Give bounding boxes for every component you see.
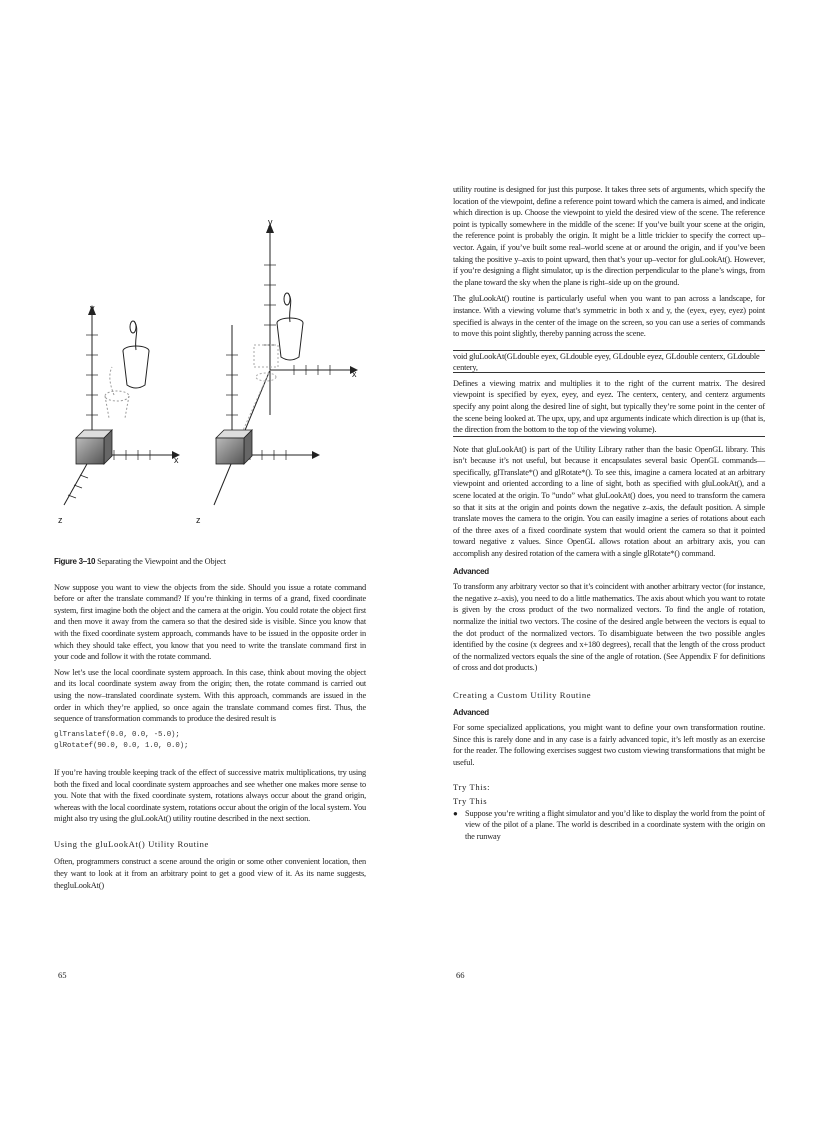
right-axis-label-z: z	[196, 515, 201, 525]
left-paragraph-3: If you’re having trouble keeping track of the effect of successive matrix multiplications, try using both the fixed and local coordinate system approaches and see whether one makes more sense to you. Note that with the fixed coordinate system, rotations always occur about the grand origin, whereas with the local coordinate system, rotations occur about the origin of the local system. You might also try using the gluLookAt() utility routine described in the next section.	[54, 767, 366, 824]
left-paragraph-1: Now suppose you want to view the objects from the side. Should you issue a rotate command before or after the translate command? If you’re thinking in terms of a grand, fixed coordinate system, first imagine both the object and the camera at the origin. You could rotate the object first and then move it away from the camera so that the desired side is visible. Since you know that with the fixed coordinate system approach, commands have to be issued in the opposite order in which they should take effect, you know that you need to write the translate command first in your code and follow it with the rotate command.	[54, 582, 366, 662]
figure-caption	[54, 556, 366, 568]
advanced-label-2: Advanced	[453, 707, 489, 717]
section-heading-custom-utility: Creating a Custom Utility Routine	[453, 689, 592, 700]
right-axis-label-x: x	[352, 369, 357, 379]
bullet-item-1	[453, 808, 765, 843]
function-description: Defines a viewing matrix and multiplies it to the right of the current matrix. The desired viewpoint is specified by eyex, eyey, and eyez. The centerx, centery, and centerz arguments specify any point along the desired line of sight, but typically they’re some point in the center of the scene being looked at. The upx, upy, and upz arguments indicate which direction is up (that is, the direction from the bottom to the top of the viewing volume).	[453, 378, 765, 437]
right-axis-label-y: y	[268, 217, 273, 227]
figure-3-10-illustration	[54, 205, 374, 540]
bullet-item-text: Suppose you’re writing a flight simulator and you’d like to display the world from the point of view of the pilot of a plane. The world is described in a coordinate system with the origin on the runway	[465, 808, 765, 841]
try-this-heading-2: Try This	[453, 796, 488, 807]
left-paragraph-2: Now let’s use the local coordinate system approach. In this case, think about moving the object and its local coordinate system away from the origin; then, the rotate command is carried out using the now–translated coordinate system. With this approach, commands are issued in the order in which they’re applied, so once again the translate command comes first. Thus, the sequence of transformation commands to produce the desired result is	[54, 667, 366, 724]
right-paragraph-1: utility routine is designed for just this purpose. It takes three sets of arguments, which specify the location of the viewpoint, define a reference point toward which the camera is aimed, and indicate which direction is up. Choose the viewpoint to yield the desired view of the scene. The reference point is typically somewhere in the middle of the scene: If you’ve built your scene at the origin, the reference point is probably the origin. It might be a little trickier to specify the correct up–vector. Again, if you’ve built some real–world scene at or around the origin, and if you’ve been taking the positive y–axis to point upward, then that’s your up–vector for gluLookAt(). However, if you’re designing a flight simulator, up is the direction perpendicular to the plane’s wings, from the plane toward the sky when the plane is right–side up on the ground.	[453, 185, 765, 287]
code-line-1: glTranslatef(0.0, 0.0, -5.0);	[54, 730, 180, 739]
right-paragraph-2: The gluLookAt() routine is particularly useful when you want to pan across a landscape, for instance. With a viewing volume that’s symmetric in both x and y, the (eyex, eyey, eyez) point specified is always in the center of the image on the screen, so you can use a series of commands to move this point slightly, thereby panning across the scene.	[453, 294, 765, 339]
left-axis-label-y: y	[90, 303, 95, 313]
page-number-right: 66	[456, 970, 465, 980]
bullet-mark: ●	[453, 808, 458, 818]
try-this-heading-1: Try This:	[453, 781, 491, 792]
left-coordinate-system	[64, 315, 172, 505]
right-paragraph-5: To transform any arbitrary vector so that it’s coincident with another arbitrary vector (for instance, the negative z–axis), you need to do a little mathematics. The axis about which you want to rotate is given by the cross product of the two normalized vectors. To find the angle of rotation, normalize the initial two vectors. The cosine of the desired angle between the vectors is equal to the dot product of the normalized vectors. To disambiguate between the two possible angles identified by the cosine (x degrees and x+180 degrees), recall that the length of the cross product of the normalized vectors equals the sine of the angle of rotation. (See Appendix F for definitions of cross and dot products.)	[453, 582, 765, 673]
left-cube	[76, 430, 112, 464]
left-axis-label-x: x	[174, 455, 179, 465]
advanced-label-1: Advanced	[453, 566, 489, 576]
right-paragraph-4: Note that gluLookAt() is part of the Utility Library rather than the basic OpenGL library. This isn’t because it’s not useful, but because it encapsulates several basic OpenGL commands—specifically, glTranslate*() and glRotate*(). To see this, imagine a camera located at an arbitrary viewpoint and oriented according to a line of sight, both as specified with gluLookAt(), and a scene located at the origin. To ”undo” what gluLookAt() does, you need to transform the camera so that it sits at the origin and points down the negative z–axis, the default position. A simple translate moves the camera to the origin. You can easily imagine a series of rotations about each of the three axes of a fixed coordinate system that would orient the camera so that it pointed toward negative z values. Since OpenGL allows rotation about an arbitrary axis, you can accomplish any desired rotation of the camera with a single glRotate*() command.	[453, 444, 765, 559]
left-paragraph-4: Often, programmers construct a scene around the origin or some other convenient location, then they want to look at it from an arbitrary point to get a good view of it. As its name suggests, thegluLookAt()	[54, 857, 366, 890]
section-heading-gluLookAt: Using the gluLookAt() Utility Routine	[54, 838, 209, 849]
right-cube	[216, 430, 252, 464]
left-page-column	[54, 556, 366, 891]
page-number-left: 65	[58, 970, 67, 980]
figure-caption-text: Separating the Viewpoint and the Object	[95, 557, 226, 566]
right-paragraph-6: For some specialized applications, you might want to define your own transformation routine. Since this is rarely done and in any case is a fairly advanced topic, it’s left mostly as an exercise for the reader. The following exercises suggest two custom viewing transformations that might be useful.	[453, 723, 765, 767]
function-signature-line-1: void gluLookAt(GLdouble eyex, GLdouble eyey, GLdouble eyez, GLdouble centerx, GLdouble centery,	[453, 351, 760, 373]
code-line-2: glRotatef(90.0, 0.0, 1.0, 0.0);	[54, 742, 189, 751]
left-axis-label-z: z	[58, 515, 63, 525]
function-signature	[453, 350, 765, 373]
figure-caption-label: Figure 3–10	[54, 557, 96, 566]
right-page-column	[453, 184, 765, 843]
